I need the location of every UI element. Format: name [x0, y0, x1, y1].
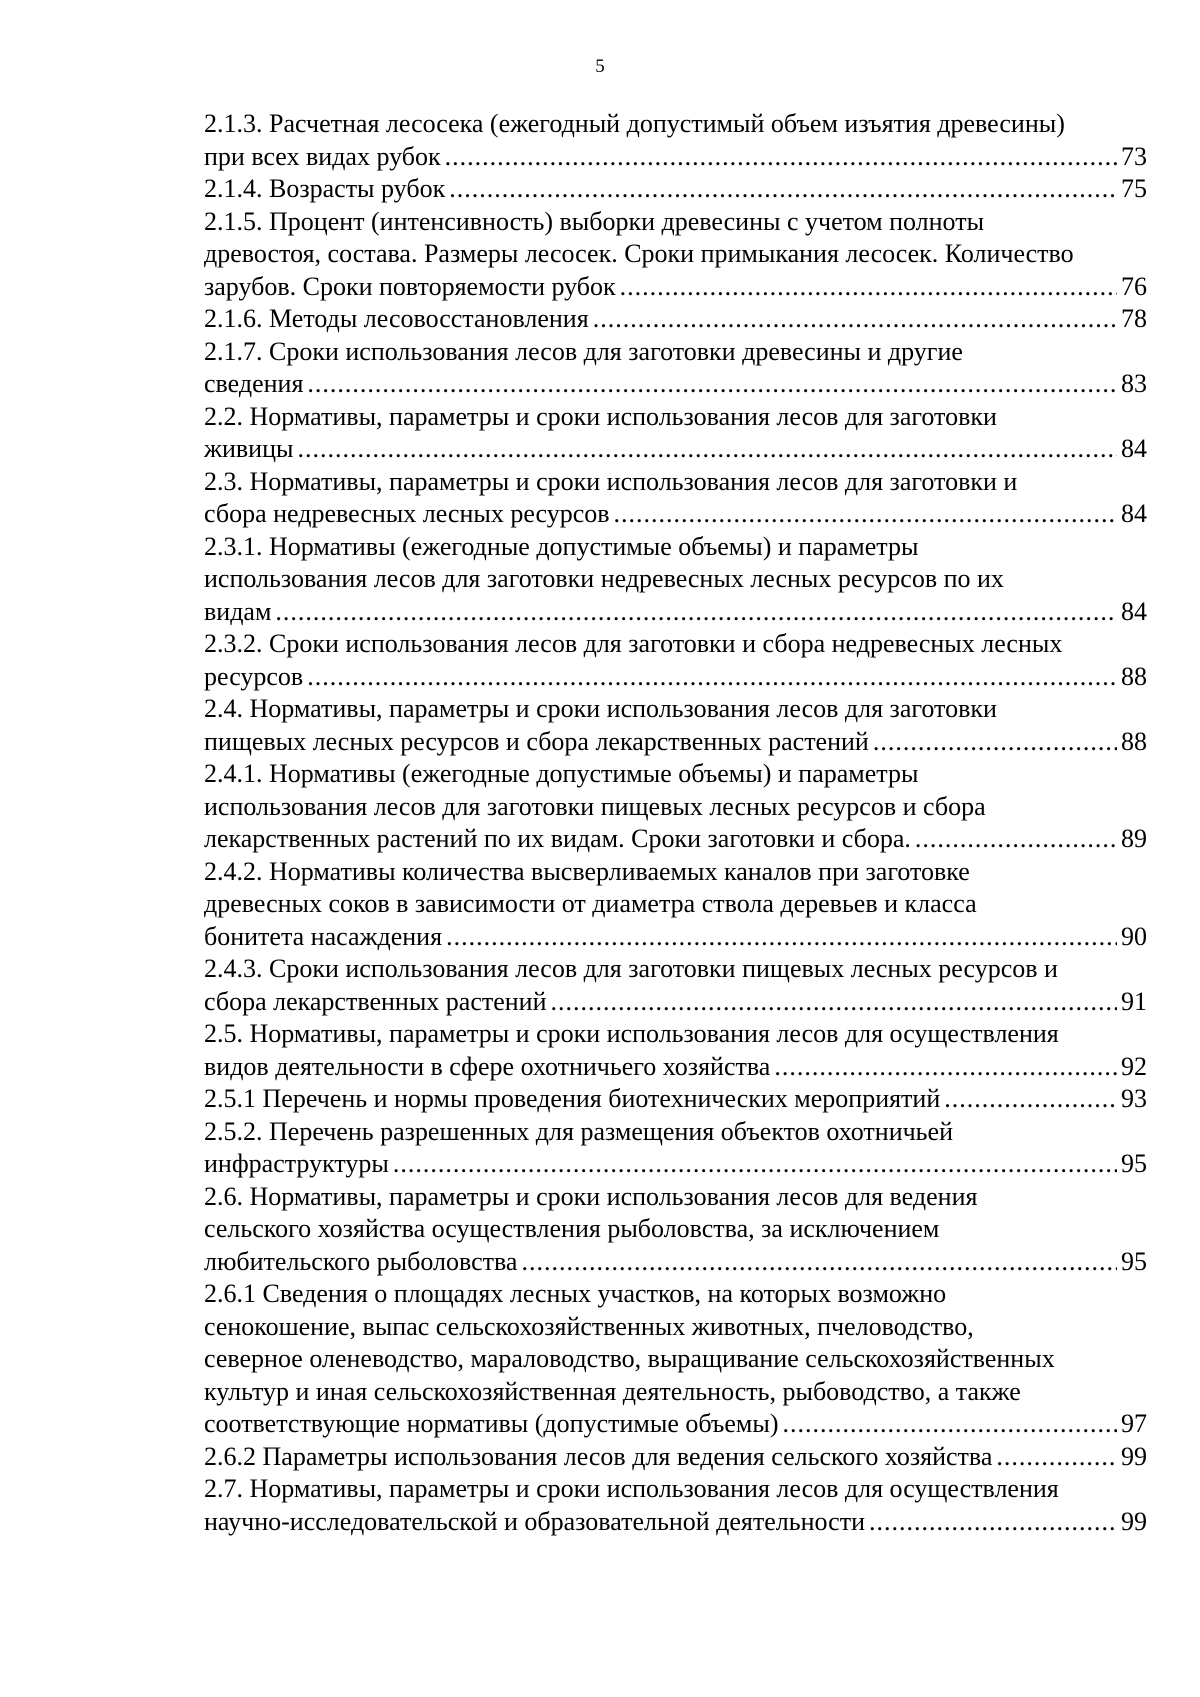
toc-entry-line: 2.6.2 Параметры использования лесов для ведения сельского хозяйства [204, 1441, 993, 1471]
toc-entry-line: сбора лекарственных растений [204, 986, 547, 1016]
toc-entry-line: 2.3. Нормативы, параметры и сроки использования лесов для заготовки и [204, 466, 1018, 496]
toc-entry[interactable] [204, 531, 1147, 629]
toc-entry-last-line [204, 1441, 1147, 1474]
toc-entry-page: 78 [1121, 304, 1147, 333]
toc-entry[interactable] [204, 173, 1147, 206]
toc-entry[interactable] [204, 693, 1147, 758]
dot-leader [446, 921, 1117, 954]
toc-entry-line: древостоя, состава. Размеры лесосек. Сроки примыкания лесосек. Количество [204, 239, 1074, 268]
toc-entry-line: 2.6.1 Сведения о площадях лесных участков, на которых возможно [204, 1279, 947, 1308]
toc-entry-line: 2.7. Нормативы, параметры и сроки использования лесов для осуществления [204, 1474, 1059, 1503]
dot-leader [307, 661, 1117, 694]
toc-entry-line: 2.3.1. Нормативы (ежегодные допустимые объемы) и параметры [204, 531, 919, 561]
dot-leader [869, 1506, 1117, 1539]
page-number: 5 [595, 56, 605, 77]
dot-leader [445, 141, 1117, 174]
toc-entry-last-line [204, 1506, 1147, 1539]
toc-entry-line: сбора недревесных лесных ресурсов [204, 499, 610, 528]
toc-entry-last-line [204, 368, 1147, 401]
toc-entry-page: 97 [1121, 1409, 1147, 1438]
toc-entry[interactable] [204, 466, 1147, 531]
toc-entry-page: 95 [1121, 1246, 1147, 1276]
dot-leader [944, 1083, 1117, 1116]
toc-entry-line: 2.1.5. Процент (интенсивность) выборки древесины с учетом полноты [204, 206, 985, 236]
dot-leader [783, 1408, 1117, 1441]
toc-entry-last-line [204, 823, 1147, 856]
toc-entry-page: 99 [1121, 1506, 1147, 1536]
dot-leader [393, 1148, 1117, 1181]
toc-entry-last-line [204, 433, 1147, 466]
toc-entry-last-line [204, 1083, 1147, 1116]
dot-leader [774, 1051, 1117, 1084]
toc-entry[interactable] [204, 1116, 1147, 1181]
toc-entry-page: 91 [1121, 986, 1147, 1016]
dot-leader [873, 726, 1117, 759]
toc-entry-last-line [204, 498, 1147, 531]
toc-entry-line: 2.4. Нормативы, параметры и сроки использования лесов для заготовки [204, 694, 997, 723]
toc-entry-last-line [204, 141, 1147, 174]
toc-entry-line: северное оленеводство, мараловодство, выращивание сельскохозяйственных [204, 1344, 1055, 1373]
toc-entry[interactable] [204, 303, 1147, 336]
toc-entry-line: 2.6. Нормативы, параметры и сроки использования лесов для ведения [204, 1181, 978, 1211]
toc-entry-line: 2.1.7. Сроки использования лесов для заготовки древесины и другие [204, 336, 963, 366]
toc-entry-line: 2.5.2. Перечень разрешенных для размещения объектов охотничьей [204, 1116, 953, 1146]
toc-entry[interactable] [204, 1441, 1147, 1474]
toc-entry-last-line [204, 726, 1147, 759]
toc-entry[interactable] [204, 856, 1147, 954]
toc-entry-line: видов деятельности в сфере охотничьего хозяйства [204, 1051, 771, 1081]
toc-entry-line: 2.5. Нормативы, параметры и сроки использования лесов для осуществления [204, 1019, 1059, 1048]
toc-entry-page: 95 [1121, 1149, 1147, 1178]
toc-entry-line: лекарственных растений по их видам. Сроки заготовки и сбора. [204, 824, 911, 853]
toc-entry-line: сведения [204, 369, 304, 398]
toc-entry-line: научно-исследовательской и образовательной деятельности [204, 1506, 865, 1536]
toc-entry-page: 73 [1121, 141, 1147, 171]
toc-entry-line: соответствующие нормативы (допустимые объемы) [204, 1409, 779, 1438]
dot-leader [521, 1246, 1117, 1279]
toc-entry[interactable] [204, 108, 1147, 173]
toc-entry[interactable] [204, 401, 1147, 466]
toc-entry-line: 2.1.6. Методы лесовосстановления [204, 304, 589, 333]
toc-entry-last-line [204, 921, 1147, 954]
toc-entry[interactable] [204, 336, 1147, 401]
toc-entry-line: зарубов. Сроки повторяемости рубок [204, 271, 616, 301]
toc-entry-page: 92 [1121, 1051, 1147, 1081]
toc-entry-page: 84 [1121, 434, 1147, 463]
toc-entry-line: использования лесов для заготовки пищевых лесных ресурсов и сбора [204, 791, 986, 821]
dot-leader [449, 173, 1117, 206]
toc-entry[interactable] [204, 1278, 1147, 1441]
toc-entry[interactable] [204, 758, 1147, 856]
toc-entry-last-line [204, 303, 1147, 336]
toc-entry-last-line [204, 1246, 1147, 1279]
toc-entry-page: 90 [1121, 921, 1147, 951]
toc-entry-page: 89 [1121, 824, 1147, 853]
toc-entry-page: 84 [1121, 499, 1147, 528]
dot-leader [275, 596, 1117, 629]
dot-leader [614, 498, 1117, 531]
toc-entry-last-line [204, 1051, 1147, 1084]
toc-entry-line: ресурсов [204, 661, 304, 691]
toc-entry[interactable] [204, 1181, 1147, 1279]
toc-entry-line: видам [204, 596, 272, 626]
dot-leader [915, 823, 1117, 856]
toc-entry-line: бонитета насаждения [204, 921, 443, 951]
toc-entry-page: 84 [1121, 596, 1147, 626]
toc-entry-line: культур и иная сельскохозяйственная деятельность, рыбоводство, а также [204, 1376, 1021, 1406]
toc-entry-line: при всех видах рубок [204, 141, 441, 171]
toc-entry-page: 83 [1121, 369, 1147, 398]
toc-entry-page: 93 [1121, 1084, 1147, 1113]
toc-entry-last-line [204, 596, 1147, 629]
toc-entry-last-line [204, 1148, 1147, 1181]
toc-entry-last-line [204, 173, 1147, 206]
toc-entry-line: пищевых лесных ресурсов и сбора лекарственных растений [204, 726, 869, 756]
toc-entry-page: 75 [1121, 174, 1147, 203]
toc-entry-line: древесных соков в зависимости от диаметра ствола деревьев и класса [204, 889, 977, 918]
dot-leader [620, 271, 1117, 304]
toc-entry-line: 2.4.1. Нормативы (ежегодные допустимые объемы) и параметры [204, 759, 919, 788]
toc-entry[interactable] [204, 1083, 1147, 1116]
dot-leader [297, 433, 1117, 466]
toc-entry-page: 76 [1121, 271, 1147, 301]
dot-leader [307, 368, 1117, 401]
toc-entry-page: 88 [1121, 726, 1147, 756]
table-of-contents [204, 108, 1147, 1538]
toc-entry-page: 88 [1121, 661, 1147, 691]
toc-entry-page: 99 [1121, 1441, 1147, 1471]
toc-entry[interactable] [204, 628, 1147, 693]
toc-entry-line: 2.1.4. Возрасты рубок [204, 174, 446, 203]
toc-entry-line: живицы [204, 434, 294, 463]
toc-entry-line: сельского хозяйства осуществления рыболовства, за исключением [204, 1214, 940, 1243]
toc-entry-line: использования лесов для заготовки недревесных лесных ресурсов по их [204, 564, 1004, 593]
toc-entry[interactable] [204, 1473, 1147, 1538]
toc-entry-line: 2.4.2. Нормативы количества высверливаемых каналов при заготовке [204, 856, 970, 886]
dot-leader [551, 986, 1117, 1019]
toc-entry[interactable] [204, 1018, 1147, 1083]
toc-entry[interactable] [204, 206, 1147, 304]
toc-entry-line: 2.3.2. Сроки использования лесов для заготовки и сбора недревесных лесных [204, 629, 1063, 658]
dot-leader [593, 303, 1117, 336]
dot-leader [996, 1441, 1117, 1474]
toc-entry-line: 2.1.3. Расчетная лесосека (ежегодный допустимый объем изъятия древесины) [204, 109, 1065, 138]
toc-entry-last-line [204, 271, 1147, 304]
toc-entry-last-line [204, 986, 1147, 1019]
toc-entry-last-line [204, 1408, 1147, 1441]
toc-entry-line: 2.4.3. Сроки использования лесов для заготовки пищевых лесных ресурсов и [204, 954, 1058, 983]
toc-entry-line: любительского рыболовства [204, 1246, 518, 1276]
toc-entry-line: сенокошение, выпас сельскохозяйственных животных, пчеловодство, [204, 1311, 974, 1341]
toc-entry-line: инфраструктуры [204, 1149, 389, 1178]
toc-entry-line: 2.5.1 Перечень и нормы проведения биотехнических мероприятий [204, 1084, 941, 1113]
toc-entry[interactable] [204, 953, 1147, 1018]
toc-entry-last-line [204, 661, 1147, 694]
toc-entry-line: 2.2. Нормативы, параметры и сроки использования лесов для заготовки [204, 401, 997, 431]
